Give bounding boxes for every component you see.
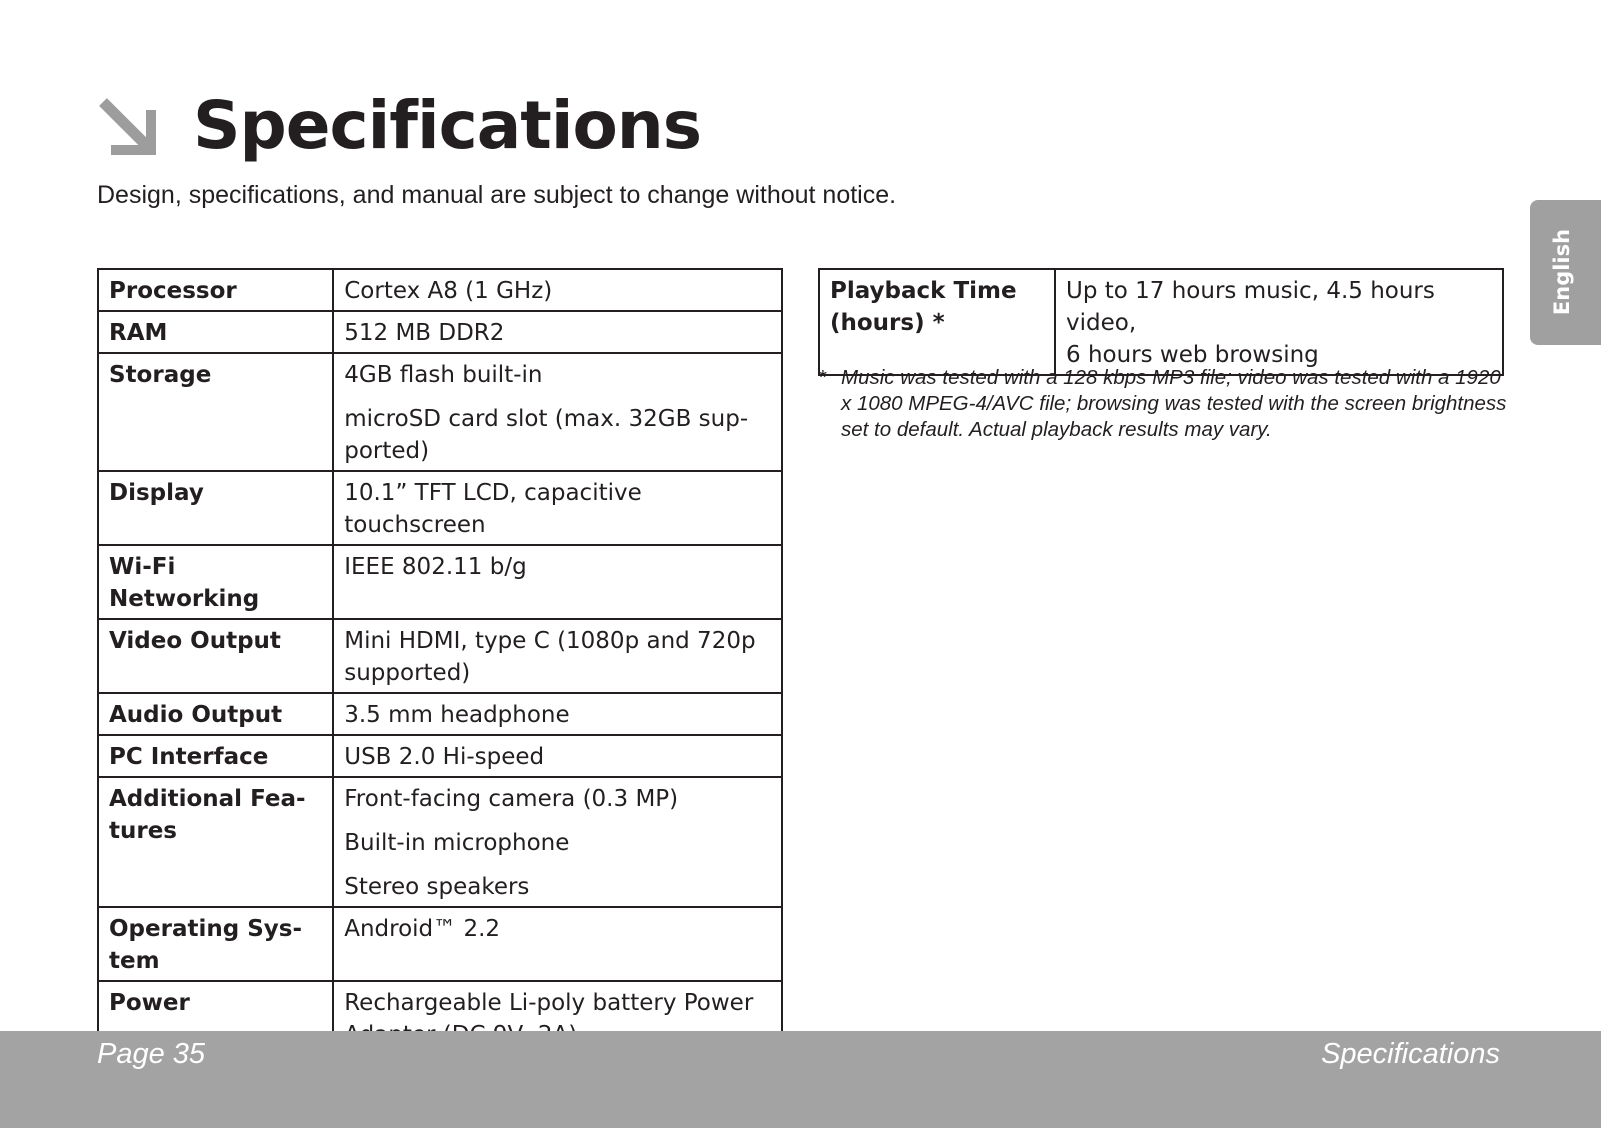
spec-label-cell: Display (98, 471, 333, 545)
spec-value-line: Stereo speakers (344, 874, 530, 900)
spec-label-cell: Processor (98, 269, 333, 311)
page-title: Specifications (193, 86, 702, 164)
table-row (819, 269, 1503, 375)
arrow-down-right-icon (97, 96, 159, 158)
spec-label-cell: Wi-Fi Networking (98, 545, 333, 619)
playback-value-cell (1055, 269, 1503, 375)
footnote-text: Music was tested with a 128 kbps MP3 file; video was tested with a 1920 x 1080 MPEG-4/AVC file; browsing was tested with the screen brightness set to default. Actual playback results may vary. (841, 366, 1507, 441)
spec-value-line: 4GB flash built-in (344, 362, 543, 388)
table-row (98, 693, 782, 735)
spec-label-cell: Additional Fea-tures (98, 777, 333, 907)
table-row (98, 619, 782, 693)
spec-value-line: 512 MB DDR2 (344, 320, 505, 346)
spec-value-line: microSD card slot (max. 32GB sup-ported) (344, 406, 749, 464)
spec-value-line: Built-in microphone (344, 830, 570, 856)
spec-value-cell (333, 907, 782, 981)
footer-section-name: Specifications (1321, 1038, 1500, 1070)
spec-value-cell (333, 471, 782, 545)
spec-value-line: Android™ 2.2 (344, 916, 501, 942)
spec-label-cell: PC Interface (98, 735, 333, 777)
spec-value-line: Rechargeable Li-poly battery Power (344, 990, 754, 1016)
spec-value-cell (333, 735, 782, 777)
page-header (97, 80, 701, 170)
spec-value-cell (333, 311, 782, 353)
table-row (98, 471, 782, 545)
spec-value-cell (333, 693, 782, 735)
specifications-table-body (98, 269, 782, 1055)
spec-label-cell: Storage (98, 353, 333, 471)
page-number: Page 35 (97, 1038, 206, 1070)
spec-value-line: Cortex A8 (1 GHz) (344, 278, 553, 304)
table-row (98, 353, 782, 471)
spec-value-cell (333, 777, 782, 907)
playback-label-line: (hours) * (830, 310, 945, 336)
spec-label-cell: Video Output (98, 619, 333, 693)
page-footer (0, 1031, 1601, 1128)
table-row (98, 735, 782, 777)
footnote-marker: * (818, 366, 826, 389)
specifications-table (97, 268, 783, 1056)
language-tab[interactable] (1530, 200, 1601, 345)
spec-label-cell: Power (98, 981, 333, 1055)
spec-value-line: 10.1” TFT LCD, capacitive touchscreen (344, 480, 642, 538)
language-tab-label: English (1550, 228, 1574, 316)
spec-value-line: IEEE 802.11 b/g (344, 554, 527, 580)
spec-value-line: Mini HDMI, type C (1080p and 720p supported) (344, 628, 756, 686)
table-row (98, 545, 782, 619)
spec-label-cell: Audio Output (98, 693, 333, 735)
spec-label-cell: RAM (98, 311, 333, 353)
spec-value-line: USB 2.0 Hi-speed (344, 744, 545, 770)
spec-value-cell (333, 619, 782, 693)
table-row (98, 777, 782, 907)
table-row (98, 269, 782, 311)
playback-footnote (818, 365, 1508, 443)
playback-label-cell (819, 269, 1055, 375)
spec-value-line: 3.5 mm headphone (344, 702, 570, 728)
spec-label-cell: Operating Sys-tem (98, 907, 333, 981)
table-row (98, 311, 782, 353)
spec-value-line: Front-facing camera (0.3 MP) (344, 786, 679, 812)
playback-label-line: Playback Time (830, 278, 1017, 304)
table-row (98, 907, 782, 981)
playback-value-line: 6 hours web browsing (1066, 342, 1319, 368)
playback-value-line: Up to 17 hours music, 4.5 hours video, (1066, 278, 1435, 336)
spec-value-cell (333, 353, 782, 471)
spec-value-cell (333, 545, 782, 619)
spec-value-cell (333, 269, 782, 311)
page-subtitle: Design, specifications, and manual are subject to change without notice. (97, 181, 897, 209)
playback-time-table (818, 268, 1504, 376)
